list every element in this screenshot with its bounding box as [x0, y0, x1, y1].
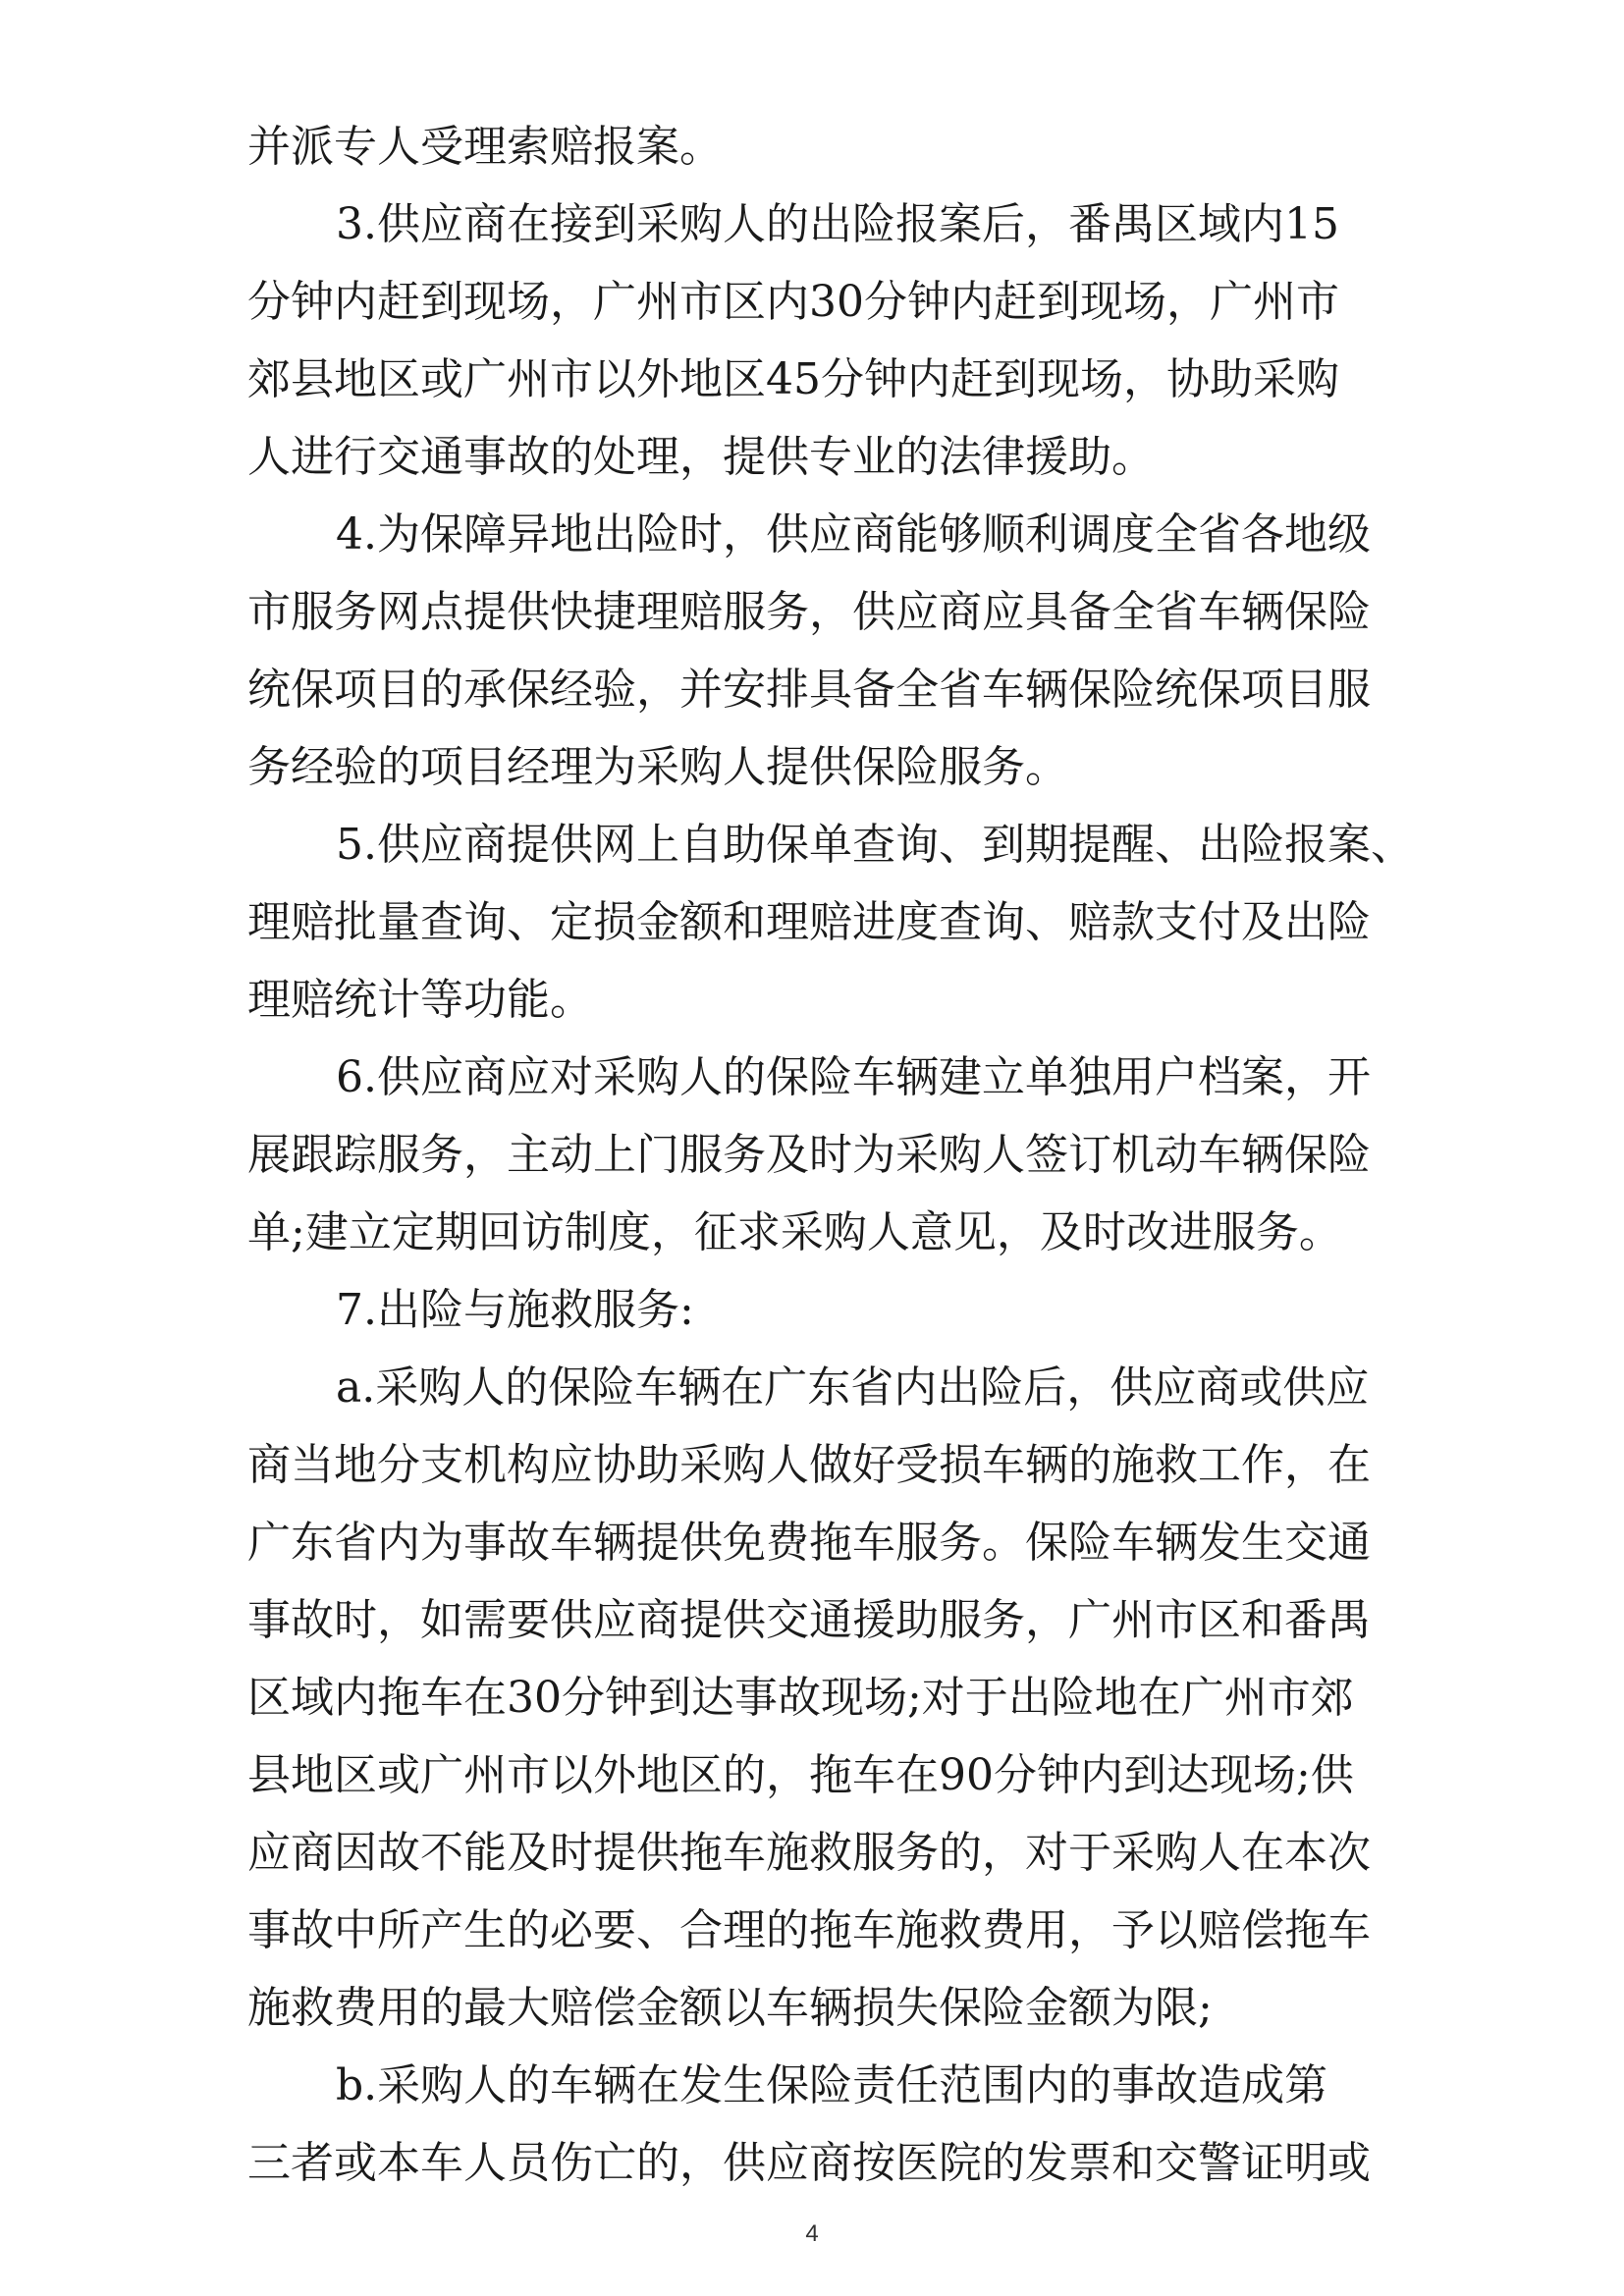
line-text: 理赔批量查询、定损金额和理赔进度查询、赔款支付及出险 [247, 897, 1371, 947]
line-text: 施救费用的最大赔偿金额以车辆损失保险金额为限; [247, 1983, 1213, 2033]
body-line [0, 1899, 1624, 1962]
line-text: 4.为保障异地出险时，供应商能够顺利调度全省各地级 [336, 509, 1371, 560]
line-text: 理赔统计等功能。 [247, 975, 593, 1025]
line-text: 3.供应商在接到采购人的出险报案后，番禺区域内15 [336, 199, 1339, 249]
line-text: 事故时，如需要供应商提供交通援助服务，广州市区和番禺 [247, 1595, 1371, 1645]
body-line [0, 1822, 1624, 1885]
body-line [0, 1201, 1624, 1264]
line-text: 分钟内赶到现场，广州市区内30分钟内赶到现场，广州市 [247, 277, 1339, 327]
body-line [0, 1357, 1624, 1419]
body-line [0, 659, 1624, 721]
line-text: a.采购人的保险车辆在广东省内出险后，供应商或供应 [336, 1362, 1370, 1413]
line-text: 统保项目的承保经验，并安排具备全省车辆保险统保项目服 [247, 665, 1371, 715]
body-line [0, 581, 1624, 644]
body-line [0, 2132, 1624, 2195]
line-text: 人进行交通事故的处理，提供专业的法律援助。 [247, 432, 1155, 482]
line-text: 6.供应商应对采购人的保险车辆建立单独用户档案，开 [336, 1052, 1371, 1102]
body-line [0, 271, 1624, 334]
line-text: 市服务网点提供快捷理赔服务，供应商应具备全省车辆保险 [247, 587, 1371, 637]
body-line [0, 814, 1624, 877]
body-line [0, 1977, 1624, 2040]
body-line [0, 1512, 1624, 1575]
line-text: 务经验的项目经理为采购人提供保险服务。 [247, 742, 1068, 792]
line-text: 区域内拖车在30分钟到达事故现场;对于出险地在广州市郊 [247, 1673, 1354, 1723]
body-line [0, 193, 1624, 256]
line-text: 并派专人受理索赔报案。 [247, 122, 723, 172]
body-line [0, 1124, 1624, 1187]
line-text: 商当地分支机构应协助采购人做好受损车辆的施救工作，在 [247, 1440, 1371, 1490]
line-text: 郊县地区或广州市以外地区45分钟内赶到现场，协助采购 [247, 354, 1339, 404]
line-text: 单;建立定期回访制度，征求采购人意见，及时改进服务。 [247, 1207, 1342, 1257]
line-text: 5.供应商提供网上自助保单查询、到期提醒、出险报案、 [336, 820, 1414, 870]
body-line [0, 1046, 1624, 1109]
body-line [0, 969, 1624, 1032]
body-line [0, 736, 1624, 799]
line-text: 应商因故不能及时提供拖车施救服务的，对于采购人在本次 [247, 1828, 1371, 1878]
body-line [0, 2055, 1624, 2117]
body-line [0, 1744, 1624, 1807]
body-line [0, 348, 1624, 411]
body-line [0, 1667, 1624, 1730]
body-line [0, 891, 1624, 954]
body-line [0, 1434, 1624, 1497]
line-text: b.采购人的车辆在发生保险责任范围内的事故造成第 [336, 2060, 1328, 2110]
line-text: 展跟踪服务，主动上门服务及时为采购人签订机动车辆保险 [247, 1130, 1371, 1180]
body-line [0, 426, 1624, 489]
line-text: 县地区或广州市以外地区的，拖车在90分钟内到达现场;供 [247, 1750, 1354, 1800]
line-text: 广东省内为事故车辆提供免费拖车服务。保险车辆发生交通 [247, 1518, 1371, 1568]
body-line [0, 1589, 1624, 1652]
body-line [0, 116, 1624, 179]
line-text: 三者或本车人员伤亡的，供应商按医院的发票和交警证明或 [247, 2138, 1371, 2188]
body-line [0, 504, 1624, 566]
line-text: 7.出险与施救服务: [336, 1285, 694, 1335]
body-line [0, 1279, 1624, 1342]
line-text: 事故中所产生的必要、合理的拖车施救费用，予以赔偿拖车 [247, 1905, 1371, 1955]
page-number: 4 [805, 2220, 819, 2247]
